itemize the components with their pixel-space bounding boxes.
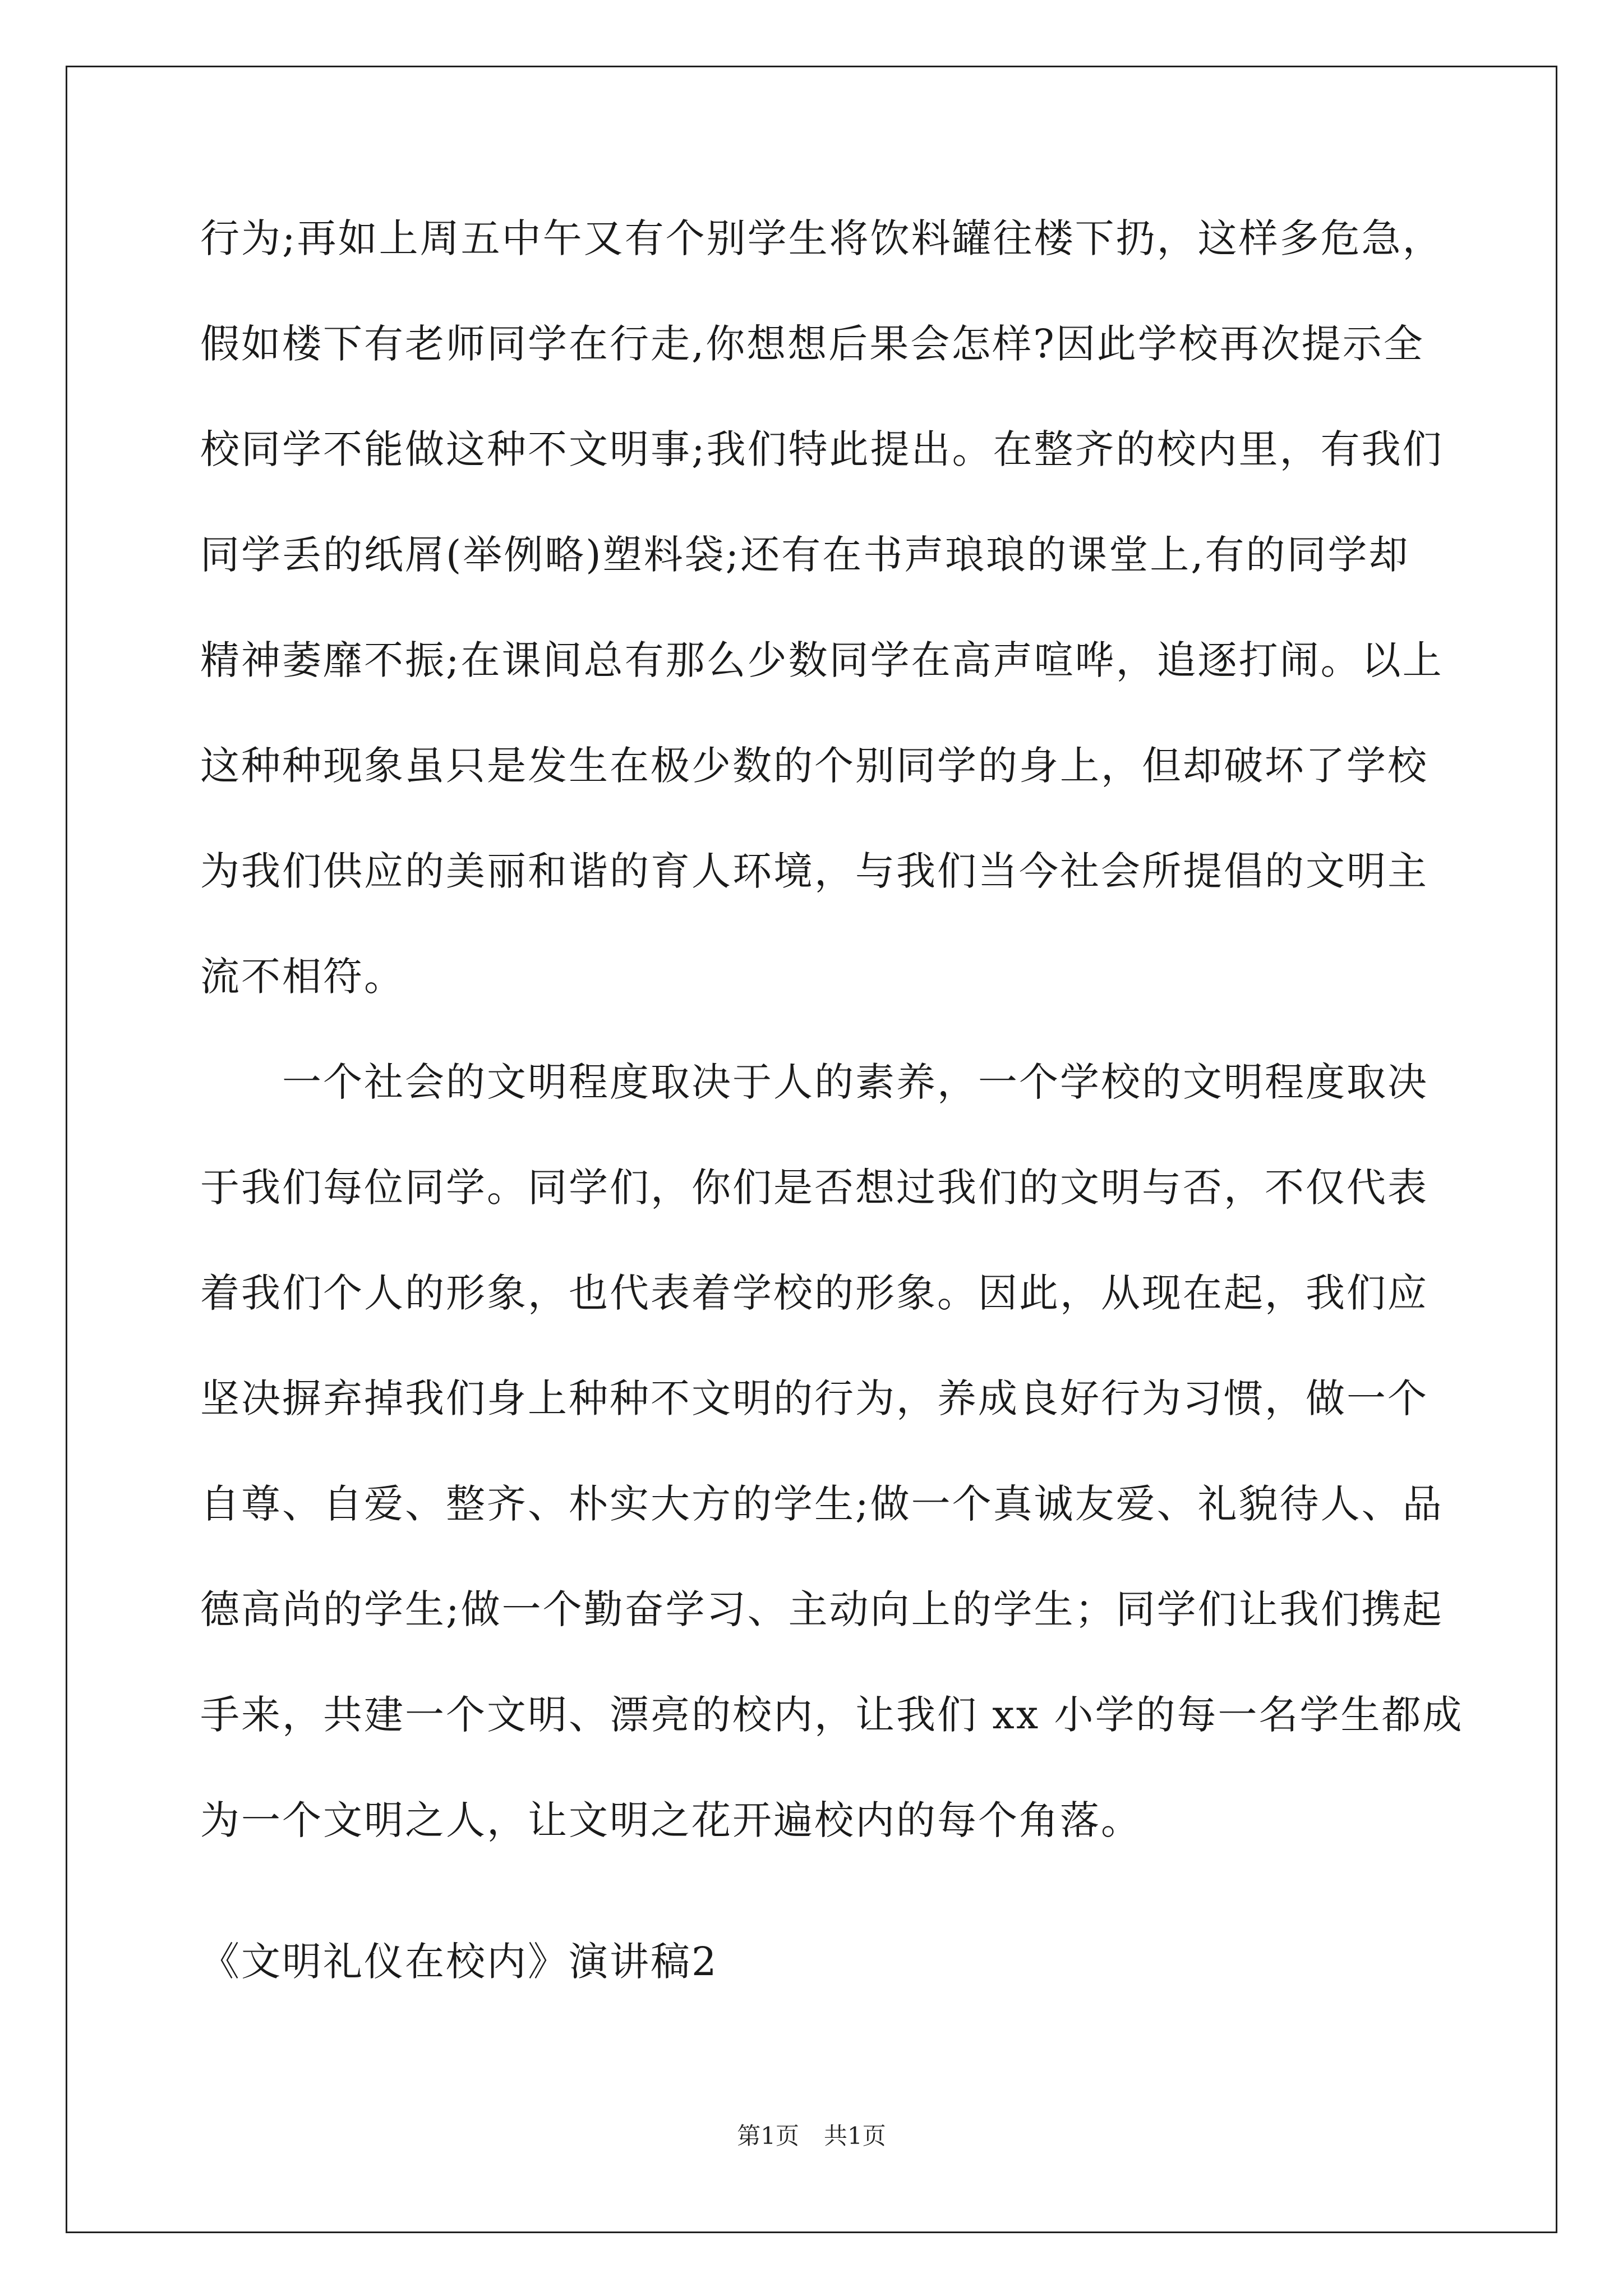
text-line: 为一个文明之人，让文明之花开遍校内的每个角落。 [200, 1797, 1142, 1843]
text-line: 行为;再如上周五中午又有个别学生将饮料罐往楼下扔，这样多危急， [200, 215, 1444, 261]
text-line: 于我们每位同学。同学们，你们是否想过我们的文明与否，不仅代表 [200, 1165, 1428, 1211]
text-line: 假如楼下有老师同学在行走,你想想后果会怎样?因此学校再次提示全 [200, 321, 1424, 367]
text-line: 自尊、自爱、整齐、朴实大方的学生;做一个真诚友爱、礼貌待人、品 [200, 1481, 1444, 1527]
page-number: 第1页 [737, 2122, 799, 2150]
text-line: 校同学不能做这种不文明事;我们特此提出。在整齐的校内里，有我们 [200, 426, 1444, 472]
text-line: 一个社会的文明程度取决于人的素养，一个学校的文明程度取决 [200, 1059, 1428, 1105]
text-line: 这种种现象虽只是发生在极少数的个别同学的身上，但却破坏了学校 [200, 743, 1428, 789]
text-line: 为我们供应的美丽和谐的育人环境，与我们当今社会所提倡的文明主 [200, 848, 1428, 894]
text-line: 着我们个人的形象，也代表着学校的形象。因此，从现在起，我们应 [200, 1270, 1428, 1316]
page-footer [0, 2119, 1623, 2153]
text-line: 手来，共建一个文明、漂亮的校内，让我们 xx 小学的每一名学生都成 [200, 1692, 1464, 1738]
text-line: 流不相符。 [200, 954, 405, 1000]
page-total: 共1页 [824, 2122, 886, 2150]
text-line: 同学丢的纸屑(举例略)塑料袋;还有在书声琅琅的课堂上,有的同学却 [200, 532, 1410, 578]
document-body [200, 210, 1464, 1898]
text-line: 精神萎靡不振;在课间总有那么少数同学在高声喧哗，追逐打闹。以上 [200, 637, 1444, 683]
section-heading: 《文明礼仪在校内》演讲稿2 [200, 1939, 718, 1985]
text-line: 坚决摒弃掉我们身上种种不文明的行为，养成良好行为习惯，做一个 [200, 1375, 1428, 1421]
text-line: 德高尚的学生;做一个勤奋学习、主动向上的学生；同学们让我们携起 [200, 1586, 1444, 1632]
